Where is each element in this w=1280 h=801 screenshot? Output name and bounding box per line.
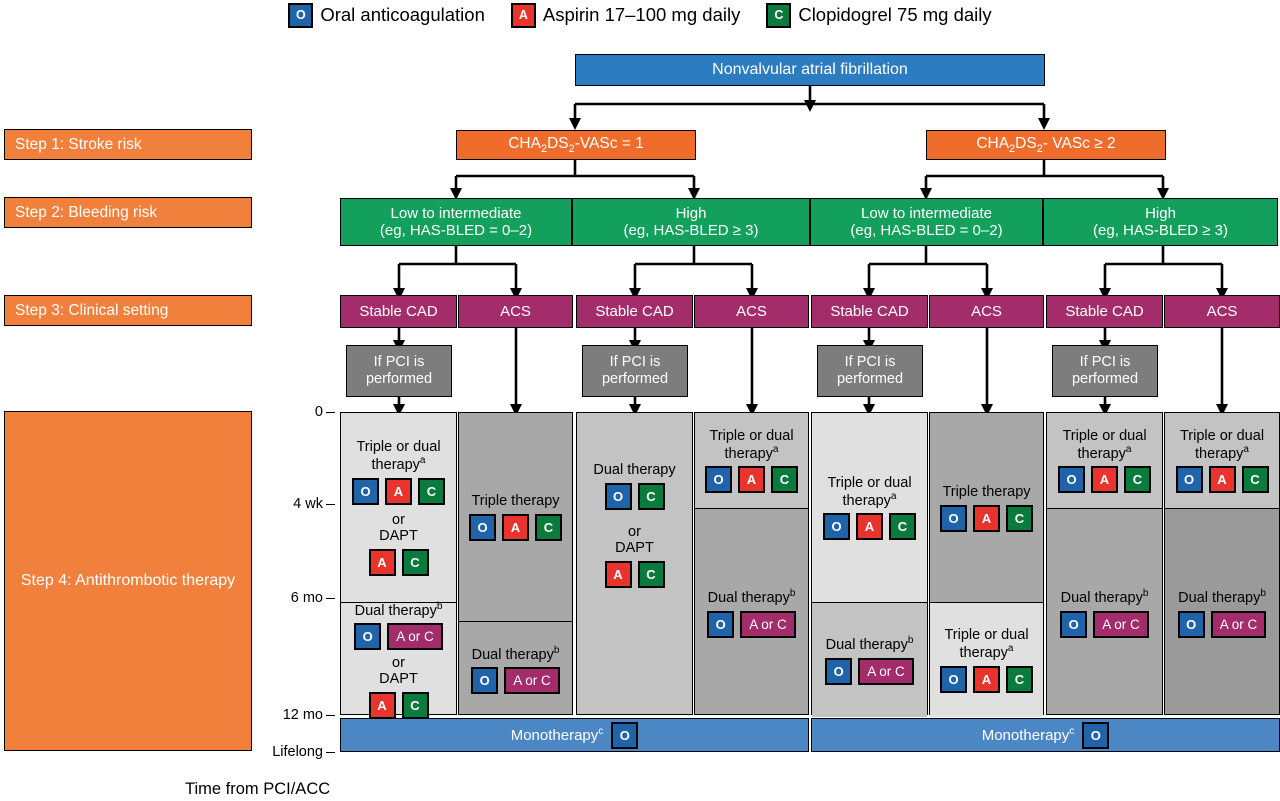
pill-o: O	[707, 611, 734, 638]
axis-tick-0: 0	[314, 404, 323, 420]
pill-a: A	[605, 561, 632, 588]
pill-a-or-c: A or C	[504, 667, 560, 694]
pill-c: C	[889, 513, 916, 540]
therapy-cell: Triple or dual therapy$^a$ O A C	[1047, 413, 1162, 508]
pill-o: O	[1058, 466, 1085, 493]
axis-tickmark-0	[326, 412, 335, 413]
pill-c: C	[1006, 505, 1033, 532]
pill-a-or-c: A or C	[858, 658, 914, 685]
pill-a: A	[973, 505, 1000, 532]
therapy-cell: Dual therapy$^b$ O A or C	[1047, 508, 1162, 717]
therapy-cell: Triple or dual therapy$^a$ O A C	[930, 602, 1043, 717]
pill-o: O	[611, 722, 638, 749]
step-label-3: Step 3: Clinical setting	[4, 295, 252, 326]
pill-o: O	[471, 667, 498, 694]
bleeding-risk-node-4: High (eg, HAS-BLED ≥ 3)	[1043, 198, 1278, 246]
pill-a: A	[502, 514, 529, 541]
step-label-4: Step 4: Antithrombotic therapy	[4, 411, 252, 751]
bleeding-risk-node-2: High (eg, HAS-BLED ≥ 3)	[572, 198, 810, 246]
pill-group	[1176, 466, 1269, 493]
clinical-setting-node-1: Stable CAD	[340, 295, 457, 328]
pill-group	[707, 611, 796, 638]
therapy-cell: Dual therapy$^b$ O A or C	[1165, 508, 1279, 717]
pill-group	[605, 561, 665, 588]
pill-group	[352, 478, 445, 505]
root-node-nonvalvular-af: Nonvalvular atrial fibrillation	[575, 54, 1045, 86]
pill-a-or-c: A or C	[1211, 611, 1267, 638]
therapy-cell: Triple or dual therapy$^a$ O A C	[695, 413, 808, 508]
pill-group	[354, 623, 443, 650]
therapy-cell: Triple therapy O A C	[459, 413, 572, 621]
therapy-column-3	[576, 412, 693, 715]
pill-group	[940, 666, 1033, 693]
pill-group	[605, 483, 665, 510]
axis-tick-1: 4 wk	[293, 496, 323, 512]
pill-group	[1178, 611, 1267, 638]
pill-c: C	[1124, 466, 1151, 493]
pill-o: O	[1178, 611, 1205, 638]
pill-group	[471, 667, 560, 694]
pill-o: O	[352, 478, 379, 505]
therapy-cell: Triple or dual therapy$^a$ O A C	[1165, 413, 1279, 508]
pill-a-dashed: A	[973, 666, 1000, 693]
pci-node-4: If PCI is performed	[1052, 345, 1158, 397]
axis-tickmark-1	[326, 504, 335, 505]
clinical-setting-node-7: Stable CAD	[1046, 295, 1163, 328]
pill-a: A	[369, 692, 396, 719]
oral-anticoagulation-icon: O	[288, 3, 313, 28]
clopidogrel-icon: C	[766, 3, 791, 28]
pill-o: O	[940, 505, 967, 532]
therapy-column-7	[1046, 412, 1163, 715]
clinical-setting-node-2: ACS	[458, 295, 573, 328]
therapy-cell: Dual therapy$^b$ O A or C	[459, 621, 572, 717]
timeline-caption: Time from PCI/ACC	[185, 780, 331, 798]
pill-o: O	[605, 483, 632, 510]
therapy-cell: Dual therapy$^b$ O A or C or DAPT A C	[341, 602, 456, 717]
therapy-cell: Dual therapy O C or DAPT A C	[577, 413, 692, 716]
therapy-column-8	[1164, 412, 1280, 715]
pill-o: O	[705, 466, 732, 493]
axis-tick-4: Lifelong	[272, 744, 323, 760]
pill-a-or-c: A or C	[387, 623, 443, 650]
pill-o: O	[823, 513, 850, 540]
aspirin-icon: A	[511, 3, 536, 28]
step-label-2: Step 2: Bleeding risk	[4, 197, 252, 228]
stroke-risk-node-2: $CHA_2DS_2-$ VASc ≥ 2	[926, 130, 1166, 160]
pill-c: C	[402, 549, 429, 576]
pill-group	[823, 513, 916, 540]
stroke-risk-node-1: $CHA_2DS_2$-VASc = 1	[456, 130, 696, 160]
pill-group	[369, 692, 429, 719]
pill-c: C	[535, 514, 562, 541]
pill-group	[1060, 611, 1149, 638]
pill-group	[825, 658, 914, 685]
pill-a-dashed: A	[385, 478, 412, 505]
clinical-setting-node-6: ACS	[929, 295, 1044, 328]
pci-node-2: If PCI is performed	[582, 345, 688, 397]
legend-label: Clopidogrel 75 mg daily	[798, 4, 992, 25]
therapy-column-6	[929, 412, 1044, 715]
pill-c: C	[638, 483, 665, 510]
pill-a-dashed: A	[1209, 466, 1236, 493]
monotherapy-bar-2: Monotherapy$^c$ O	[811, 718, 1280, 752]
therapy-cell: Triple therapy O A C	[930, 413, 1043, 602]
pill-a-dashed: A	[1091, 466, 1118, 493]
pill-o: O	[469, 514, 496, 541]
axis-tickmark-3	[326, 715, 335, 716]
pill-o: O	[1176, 466, 1203, 493]
pill-group	[940, 505, 1033, 532]
pill-o: O	[1060, 611, 1087, 638]
axis-tickmark-4	[326, 752, 335, 753]
clinical-setting-node-5: Stable CAD	[811, 295, 928, 328]
pill-c: C	[418, 478, 445, 505]
pill-a-dashed: A	[856, 513, 883, 540]
pill-c: C	[1006, 666, 1033, 693]
pill-c: C	[402, 692, 429, 719]
pill-o: O	[940, 666, 967, 693]
therapy-column-5	[811, 412, 928, 715]
pci-node-1: If PCI is performed	[346, 345, 452, 397]
pill-group	[1058, 466, 1151, 493]
pill-a-dashed: A	[738, 466, 765, 493]
legend-label: Oral anticoagulation	[320, 4, 485, 25]
clinical-setting-node-4: ACS	[694, 295, 809, 328]
pill-o: O	[825, 658, 852, 685]
clinical-setting-node-3: Stable CAD	[576, 295, 693, 328]
axis-tickmark-2	[326, 598, 335, 599]
pill-group	[469, 514, 562, 541]
pill-a: A	[369, 549, 396, 576]
therapy-cell: Triple or dual therapy$^a$ O A C	[812, 413, 927, 602]
pill-c: C	[771, 466, 798, 493]
therapy-cell: Dual therapy$^b$ O A or C	[812, 602, 927, 717]
pill-o: O	[1082, 722, 1109, 749]
pill-c: C	[638, 561, 665, 588]
pill-group	[705, 466, 798, 493]
therapy-column-2	[458, 412, 573, 715]
bleeding-risk-node-1: Low to intermediate (eg, HAS-BLED = 0–2)	[340, 198, 572, 246]
legend-label: Aspirin 17–100 mg daily	[542, 4, 741, 25]
pci-node-3: If PCI is performed	[817, 345, 923, 397]
therapy-column-4	[694, 412, 809, 715]
axis-tick-3: 12 mo	[282, 707, 323, 723]
pill-o: O	[354, 623, 381, 650]
pill-a-or-c: A or C	[740, 611, 796, 638]
therapy-cell: Triple or dual therapy$^a$ O A C or DAPT A C	[341, 413, 456, 602]
step-label-1: Step 1: Stroke risk	[4, 129, 252, 160]
axis-tick-2: 6 mo	[290, 590, 323, 606]
bleeding-risk-node-3: Low to intermediate (eg, HAS-BLED = 0–2)	[810, 198, 1043, 246]
therapy-column-1	[340, 412, 457, 715]
clinical-setting-node-8: ACS	[1164, 295, 1280, 328]
pill-a-or-c: A or C	[1093, 611, 1149, 638]
pill-c: C	[1242, 466, 1269, 493]
pill-group	[369, 549, 429, 576]
therapy-cell: Dual therapy$^b$ O A or C	[695, 508, 808, 717]
monotherapy-bar-1: Monotherapy$^c$ O	[340, 718, 809, 752]
